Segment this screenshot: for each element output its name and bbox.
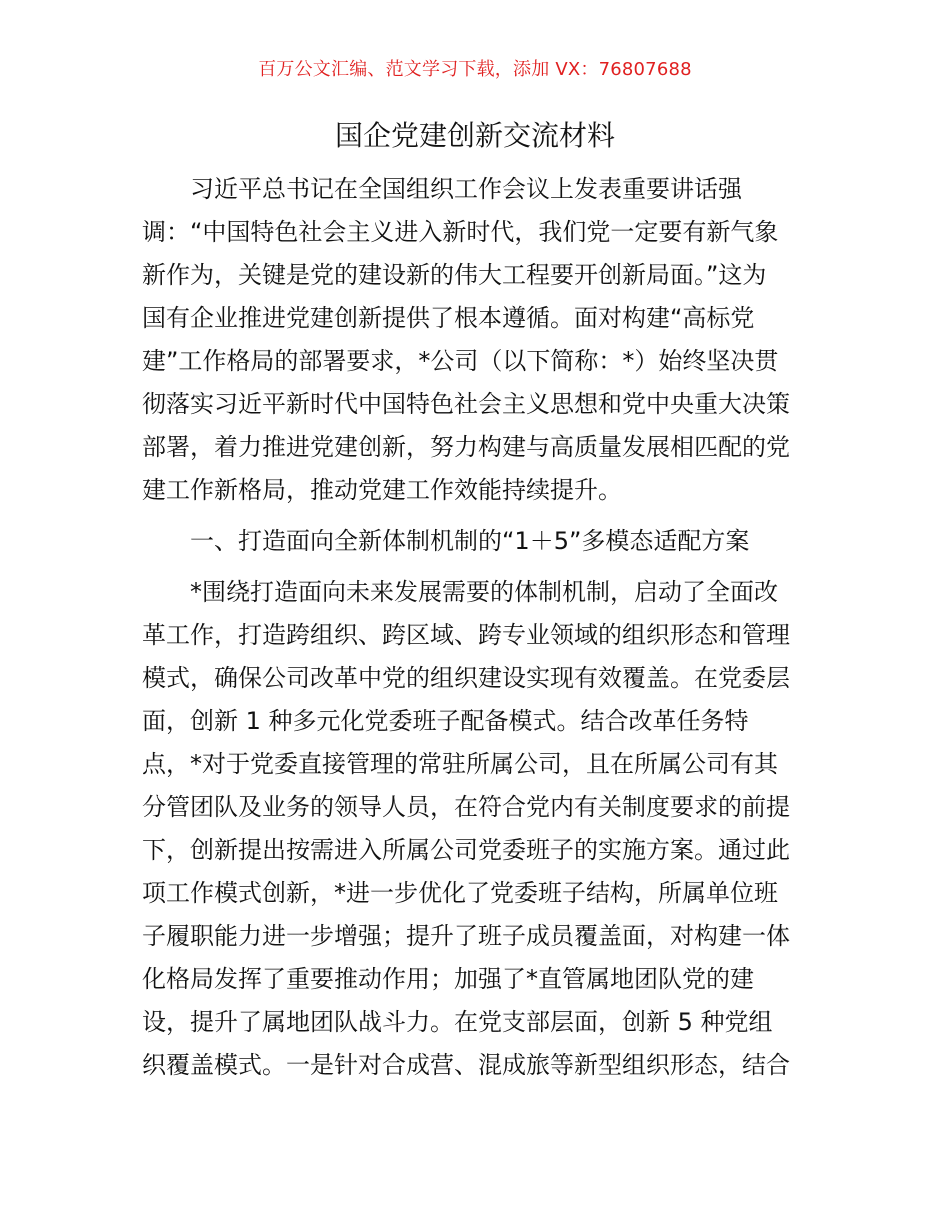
text-line: *围绕打造面向未来发展需要的体制机制，启动了全面改 (190, 578, 778, 606)
document-title: 国企党建创新交流材料 (334, 119, 615, 152)
text-line: 模式，确保公司改革中党的组织建设实现有效覆盖。在党委层 (142, 664, 790, 692)
text-line: 子履职能力进一步增强；提升了班子成员覆盖面，对构建一体 (142, 922, 790, 950)
text-line: 面，创新 1 种多元化党委班子配备模式。结合改革任务特 (142, 707, 749, 735)
paragraph-gap (142, 563, 812, 571)
text-line: 点，*对于党委直接管理的常驻所属公司，且在所属公司有其 (142, 750, 778, 778)
document-body (142, 168, 812, 1087)
text-line: 国有企业推进党建创新提供了根本遵循。面对构建“高标党 (142, 304, 755, 332)
text-line: 革工作，打造跨组织、跨区域、跨专业领域的组织形态和管理 (142, 621, 790, 649)
text-line: 建工作新格局，推动党建工作效能持续提升。 (142, 476, 622, 504)
text-line: 彻落实习近平新时代中国特色社会主义思想和党中央重大决策 (142, 390, 790, 418)
paragraph-section1 (142, 571, 812, 1087)
text-line: 习近平总书记在全国组织工作会议上发表重要讲话强 (190, 175, 742, 203)
text-line: 分管团队及业务的领导人员，在符合党内有关制度要求的前提 (142, 793, 790, 821)
text-line: 下，创新提出按需进入所属公司党委班子的实施方案。通过此 (142, 836, 790, 864)
text-line: 部署，着力推进党建创新，努力构建与高质量发展相匹配的党 (142, 433, 790, 461)
text-line: 织覆盖模式。一是针对合成营、混成旅等新型组织形态，结合 (142, 1051, 790, 1079)
text-line: 设，提升了属地团队战斗力。在党支部层面，创新 5 种党组 (142, 1008, 773, 1036)
paragraph-gap (142, 512, 812, 520)
text-line: 新作为，关键是党的建设新的伟大工程要开创新局面。”这为 (142, 261, 767, 289)
section-heading: 一、打造面向全新体制机制的“1＋5”多模态适配方案 (190, 527, 750, 555)
watermark-header: 百万公文汇编、范文学习下载，添加 VX：76807688 (258, 59, 692, 80)
text-line: 化格局发挥了重要推动作用；加强了*直管属地团队党的建 (142, 965, 754, 993)
paragraph-intro (142, 168, 812, 512)
text-line: 建”工作格局的部署要求，*公司（以下简称：*）始终坚决贯 (142, 347, 779, 375)
text-line: 调：“中国特色社会主义进入新时代，我们党一定要有新气象 (142, 218, 779, 246)
text-line: 项工作模式创新，*进一步优化了党委班子结构，所属单位班 (142, 879, 778, 907)
